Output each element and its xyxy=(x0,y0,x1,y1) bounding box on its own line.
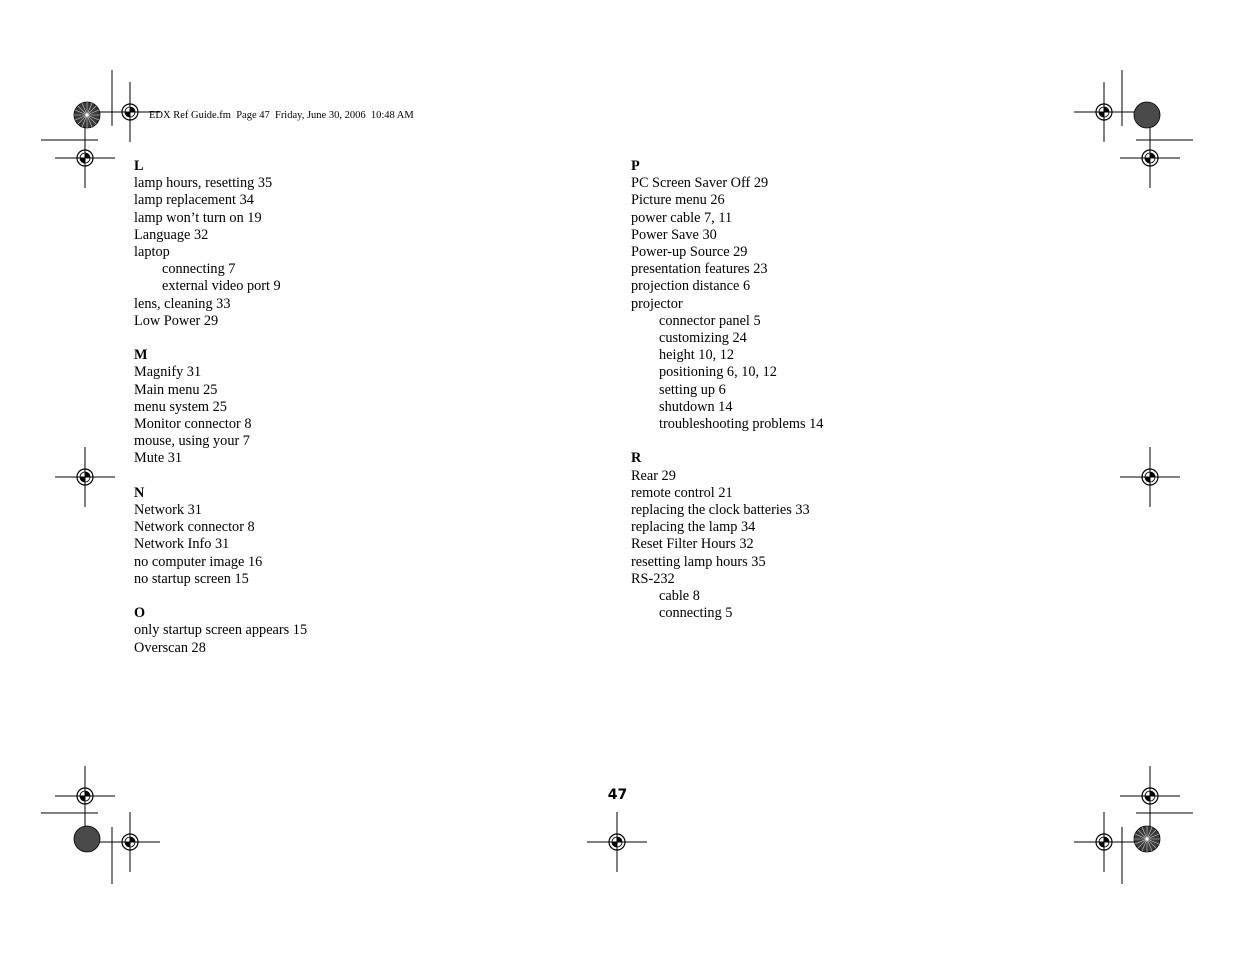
index-entry: PC Screen Saver Off 29 xyxy=(631,175,769,192)
index-entry: power cable 7, 11 xyxy=(631,209,733,226)
index-entry: Picture menu 26 xyxy=(631,192,725,209)
index-entry: lamp replacement 34 xyxy=(134,192,254,209)
index-entry: Language 32 xyxy=(134,226,209,243)
index-subentry: troubleshooting problems 14 xyxy=(659,416,824,433)
index-entry: Network Info 31 xyxy=(134,536,230,553)
index-entry: remote control 21 xyxy=(631,484,733,501)
file-slug: EDX Ref Guide.fm Page 47 Friday, June 30, 2006 10:48 AM xyxy=(149,110,414,121)
index-subentry: connecting 7 xyxy=(162,261,236,278)
index-entry: Network connector 8 xyxy=(134,519,255,536)
index-entry: presentation features 23 xyxy=(631,261,768,278)
index-group-m xyxy=(134,347,554,467)
index-entry: mouse, using your 7 xyxy=(134,433,250,450)
index-letter-heading: P xyxy=(631,158,640,174)
index-entry: Monitor connector 8 xyxy=(134,416,252,433)
index-group-r xyxy=(631,450,1111,622)
index-entry: Overscan 28 xyxy=(134,639,206,656)
index-column-left xyxy=(134,158,554,674)
index-subentry: setting up 6 xyxy=(659,381,726,398)
index-entry: Low Power 29 xyxy=(134,312,219,329)
index-subentry: connecting 5 xyxy=(659,605,733,622)
index-entry: replacing the clock batteries 33 xyxy=(631,502,810,519)
index-subentry: shutdown 14 xyxy=(659,398,733,415)
index-entry: no computer image 16 xyxy=(134,553,263,570)
index-entry: RS-232 xyxy=(631,570,675,587)
index-subentry: cable 8 xyxy=(659,588,700,605)
index-entry: lamp hours, resetting 35 xyxy=(134,175,273,192)
index-entry: no startup screen 15 xyxy=(134,570,249,587)
index-subentry: connector panel 5 xyxy=(659,312,761,329)
index-letter-heading: M xyxy=(134,347,148,364)
index-subentry: customizing 24 xyxy=(659,330,747,347)
index-subentry: external video port 9 xyxy=(162,278,281,295)
index-column-right xyxy=(631,158,1111,640)
index-entry: Mute 31 xyxy=(134,450,183,467)
index-entry: Rear 29 xyxy=(631,467,676,484)
index-entry: Power-up Source 29 xyxy=(631,244,748,261)
index-group-o xyxy=(134,605,554,657)
index-entry: Network 31 xyxy=(134,502,202,519)
index-letter-heading: N xyxy=(134,484,145,501)
index-group-n xyxy=(134,485,554,588)
index-subentry: positioning 6, 10, 12 xyxy=(659,364,777,381)
index-entry: lamp won’t turn on 19 xyxy=(134,209,262,226)
index-entry: projection distance 6 xyxy=(631,278,751,295)
index-entry: only startup screen appears 15 xyxy=(134,622,308,639)
index-subentry: height 10, 12 xyxy=(659,347,735,364)
index-entry: menu system 25 xyxy=(134,398,227,415)
index-entry: projector xyxy=(631,295,683,312)
index-entry: resetting lamp hours 35 xyxy=(631,553,766,570)
page-number: 47 xyxy=(607,787,628,803)
index-entry: lens, cleaning 33 xyxy=(134,295,231,312)
index-group-l xyxy=(134,158,554,330)
index-entry: Magnify 31 xyxy=(134,364,202,381)
index-group-p xyxy=(631,158,1111,433)
index-entry: replacing the lamp 34 xyxy=(631,519,756,536)
index-letter-heading: L xyxy=(134,158,144,174)
index-entry: Main menu 25 xyxy=(134,381,218,398)
index-entry: laptop xyxy=(134,244,170,261)
index-entry: Power Save 30 xyxy=(631,226,717,243)
index-letter-heading: O xyxy=(134,605,146,622)
index-letter-heading: R xyxy=(631,450,642,467)
index-entry: Reset Filter Hours 32 xyxy=(631,536,754,553)
